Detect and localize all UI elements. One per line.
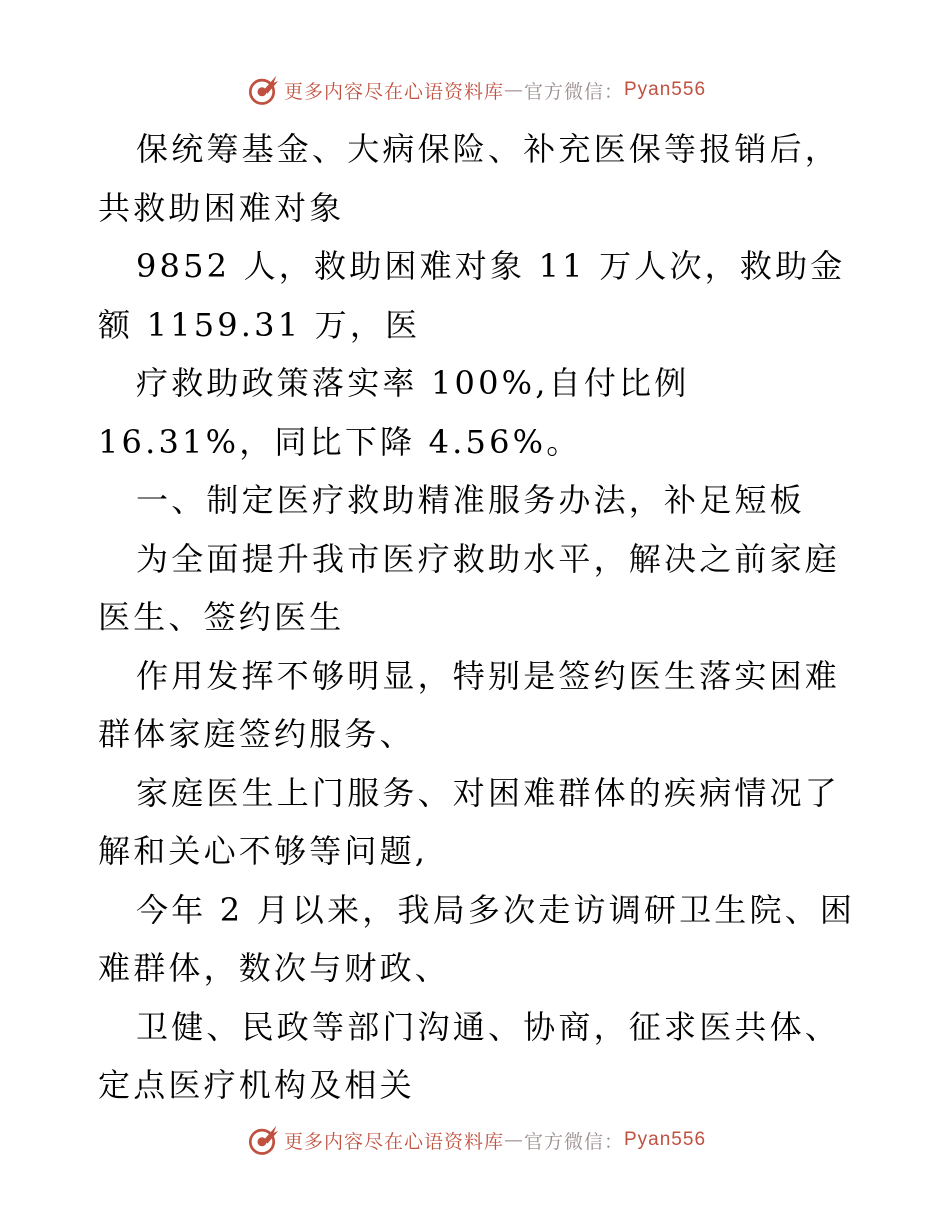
watermark-dash: — bbox=[503, 79, 524, 101]
footer-watermark bbox=[0, 1120, 950, 1160]
paragraph: 卫健、民政等部门沟通、协商，征求医共体、定点医疗机构及相关 bbox=[98, 1007, 841, 1104]
header-watermark bbox=[0, 70, 950, 110]
watermark-wechat-id: Pyan556 bbox=[624, 79, 707, 100]
paragraph: 保统筹基金、大病保险、补充医保等报销后，共救助困难对象 bbox=[98, 130, 841, 227]
paragraph: 今年 2 月以来，我局多次走访调研卫生院、困难群体，数次与财政、 bbox=[98, 890, 856, 987]
paragraph: 为全面提升我市医疗救助水平，解决之前家庭医生、签约医生 bbox=[98, 539, 841, 636]
paragraph: 9852 人，救助困难对象 11 万人次，救助金额 1159.31 万，医 bbox=[98, 247, 846, 344]
section-heading: 一、制定医疗救助精准服务办法，补足短板 bbox=[136, 481, 805, 519]
watermark-dash: — bbox=[503, 1129, 524, 1151]
quill-pen-logo-icon bbox=[244, 1122, 280, 1158]
watermark-wechat-id: Pyan556 bbox=[624, 1129, 707, 1150]
watermark-sub-text: 官方微信： bbox=[523, 1130, 624, 1153]
watermark-sub-text: 官方微信： bbox=[523, 80, 624, 103]
paragraph: 作用发挥不够明显，特别是签约医生落实困难群体家庭签约服务、 bbox=[98, 656, 841, 753]
quill-pen-logo-icon bbox=[244, 72, 280, 108]
watermark-main-text: 更多内容尽在心语资料库 bbox=[283, 1130, 504, 1153]
paragraph: 家庭医生上门服务、对困难群体的疾病情况了解和关心不够等问题, bbox=[98, 773, 841, 870]
document-body bbox=[98, 120, 858, 1115]
watermark-main-text: 更多内容尽在心语资料库 bbox=[283, 80, 504, 103]
paragraph: 疗救助政策落实率 100%,自付比例 16.31%，同比下降 4.56%。 bbox=[98, 364, 690, 461]
